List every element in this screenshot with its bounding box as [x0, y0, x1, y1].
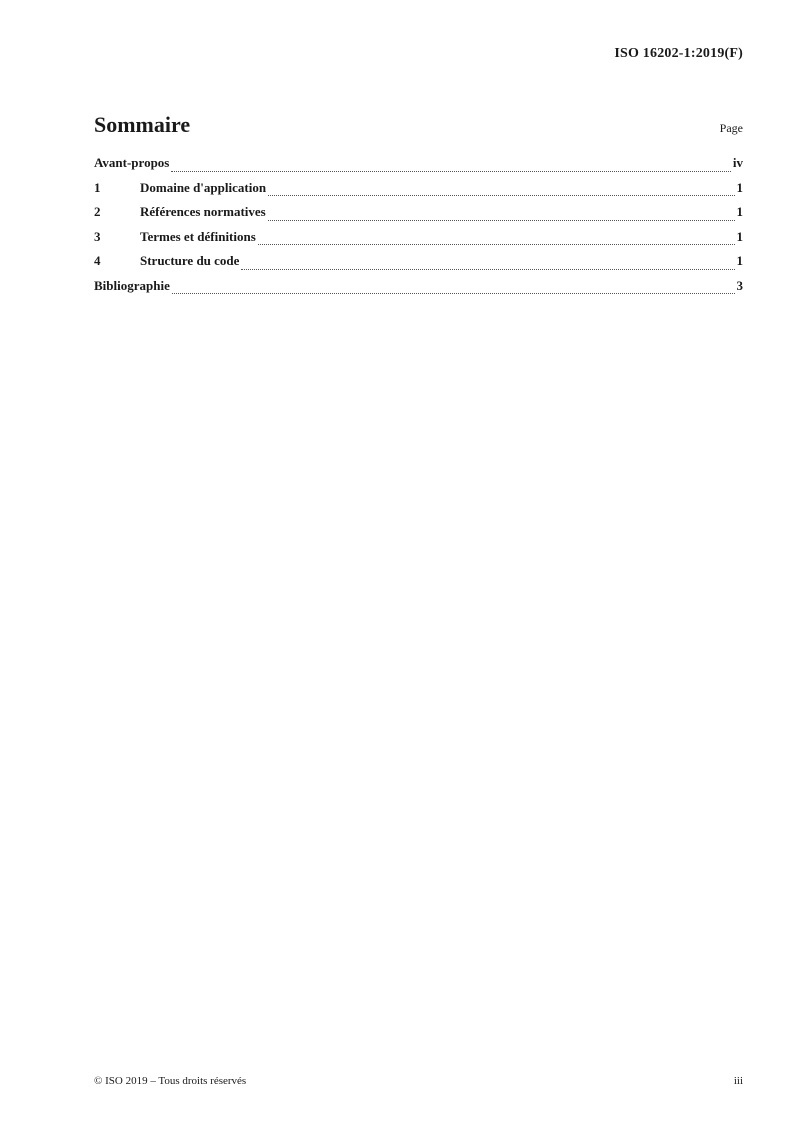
- toc-entry-scope[interactable]: [94, 180, 743, 205]
- toc-entry-page: 1: [736, 253, 743, 268]
- toc-entry-page: 1: [736, 228, 743, 244]
- toc-dot-leader: [171, 170, 731, 172]
- toc-entry-label: Bibliographie: [94, 277, 170, 293]
- page-number: iii: [733, 1075, 743, 1087]
- page-column-label: Page: [719, 121, 743, 135]
- toc-list: [94, 155, 743, 302]
- toc-entry-label: Avant-propos: [94, 155, 170, 170]
- page-footer: [94, 1075, 743, 1087]
- toc-entry-number: 4: [94, 253, 101, 268]
- toc-header: [94, 112, 743, 138]
- toc-entry-label: Domaine d'application: [140, 179, 267, 195]
- toc-dot-leader: [268, 194, 734, 196]
- copyright-notice: © ISO 2019 – Tous droits réservés: [94, 1075, 247, 1087]
- toc-entry-number: 3: [94, 228, 101, 244]
- toc-dot-leader: [241, 268, 734, 270]
- toc-entry-number: 2: [94, 204, 101, 219]
- toc-dot-leader: [172, 292, 735, 294]
- toc-entry-code-structure[interactable]: [94, 253, 743, 278]
- toc-entry-page: 1: [736, 204, 743, 219]
- toc-entry-bibliography[interactable]: [94, 278, 743, 303]
- toc-title: Sommaire: [94, 112, 191, 137]
- toc-entry-page: iv: [732, 155, 743, 170]
- toc-entry-number: 1: [94, 179, 101, 195]
- toc-entry-normative-references[interactable]: [94, 204, 743, 229]
- document-id: ISO 16202-1:2019(F): [614, 46, 743, 61]
- toc-dot-leader: [268, 219, 735, 221]
- toc-dot-leader: [258, 243, 735, 245]
- toc-entry-foreword[interactable]: [94, 155, 743, 180]
- toc-entry-page: 3: [736, 277, 743, 293]
- toc-entry-label: Références normatives: [140, 204, 266, 219]
- toc-entry-label: Termes et définitions: [140, 228, 256, 244]
- toc-entry-page: 1: [736, 179, 743, 195]
- toc-entry-label: Structure du code: [140, 253, 240, 268]
- toc-entry-terms-definitions[interactable]: [94, 229, 743, 254]
